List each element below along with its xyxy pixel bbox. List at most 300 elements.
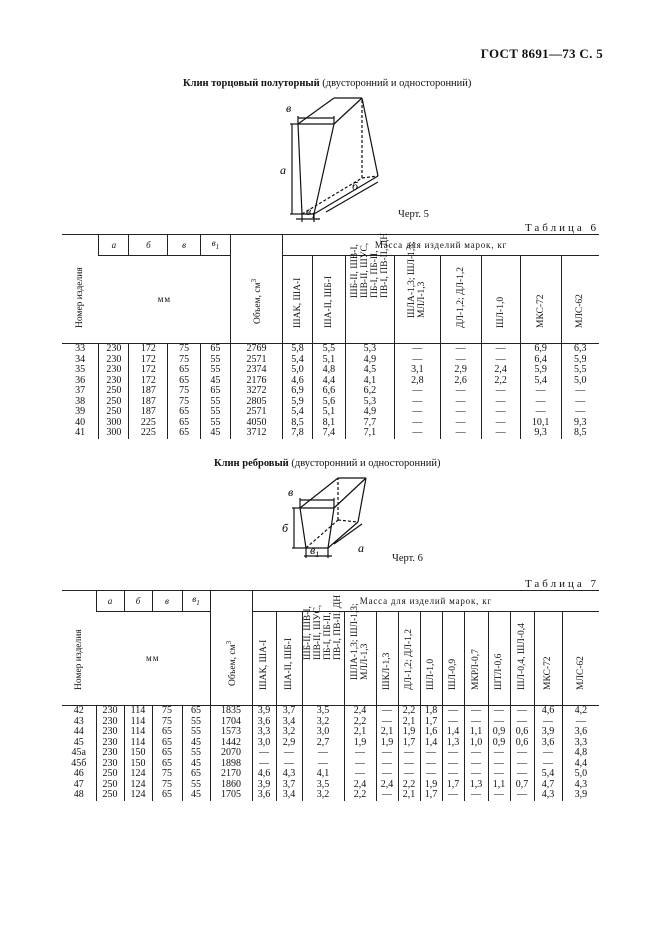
table-cell: —	[420, 759, 442, 770]
table-cell: —	[302, 759, 344, 770]
table-cell: —	[488, 769, 510, 780]
table-cell: 2,6	[440, 376, 481, 387]
table-cell: 1,7	[398, 738, 420, 749]
table-cell: —	[534, 759, 562, 770]
fig5-letter-v1: $в_1$	[306, 204, 316, 220]
table-cell: 3,6	[252, 717, 276, 728]
table-cell: 41	[75, 427, 86, 438]
table-cell: —	[510, 748, 534, 759]
table-cell: 45	[200, 428, 230, 439]
table6-brand-col: ША-II, ШБ-I	[313, 255, 345, 343]
table6-header-v: в	[168, 235, 200, 255]
table-cell: 3,0	[302, 727, 344, 738]
table-cell: —	[440, 355, 481, 366]
table-row	[62, 769, 599, 780]
table-cell: 5,5	[313, 344, 345, 355]
table-cell: 187	[129, 386, 168, 397]
table7-header-mass: Масса для изделий марок, кг	[252, 591, 599, 611]
table7-label: Таблица 7	[524, 578, 599, 590]
section1-caption-rest: (двусторонний и односторонний)	[319, 78, 472, 89]
table-cell: —	[534, 717, 562, 728]
table-cell: 7,4	[313, 428, 345, 439]
table-cell: 55	[182, 717, 210, 728]
fig6-letter-a: а	[358, 541, 364, 555]
table7-brand-col: ШКЛ-1,3	[376, 611, 398, 705]
table-cell: —	[376, 790, 398, 801]
table-cell: 1,9	[376, 738, 398, 749]
table-cell: 45	[182, 738, 210, 749]
table-cell: —	[481, 397, 520, 408]
table-cell: —	[302, 748, 344, 759]
table-cell: 10,1	[520, 418, 561, 429]
table-cell: 75	[152, 780, 182, 791]
table-cell: 4,6	[534, 706, 562, 717]
table-cell: —	[520, 397, 561, 408]
table-cell: —	[395, 344, 440, 355]
table-cell: 55	[182, 748, 210, 759]
table-cell: 4,9	[345, 355, 395, 366]
table-cell: 65	[168, 407, 200, 418]
table-cell: —	[561, 407, 599, 418]
table7-brand-col: ША-II, ШБ-I	[276, 611, 302, 705]
table-cell: —	[440, 407, 481, 418]
table-cell: 45	[182, 790, 210, 801]
table7-header-units: мм	[96, 611, 210, 705]
table-cell: 2769	[231, 344, 283, 355]
table-cell: 34	[75, 353, 86, 365]
table-cell: 230	[96, 759, 124, 770]
table-cell: 150	[124, 759, 152, 770]
table-cell: 3,9	[252, 706, 276, 717]
table-cell: —	[488, 717, 510, 728]
table-cell: 4,4	[562, 759, 599, 770]
table-cell: 230	[96, 748, 124, 759]
table-cell: —	[376, 748, 398, 759]
table-cell: 1442	[210, 738, 252, 749]
table7-brand-col: ШЛ-0,4, ШЛ-0,4	[510, 611, 534, 705]
table-cell: —	[344, 769, 376, 780]
table-cell: 187	[129, 407, 168, 418]
table-cell: —	[376, 706, 398, 717]
table-cell: 150	[124, 748, 152, 759]
table7-header-v: в	[152, 591, 182, 611]
table-cell: —	[395, 407, 440, 418]
table6-brand-col: ШБ-II, ШВ-I, ШВ-II, ШУС, ПБ-I, ПБ-II, ПВ-I, ПВ-II, ДН	[345, 255, 395, 343]
table6-brand-col: ШАК, ША-I	[282, 255, 312, 343]
table-cell: 1,4	[420, 738, 442, 749]
table-cell: 4,6	[252, 769, 276, 780]
table-cell: 2,2	[398, 706, 420, 717]
table-cell: 5,3	[345, 344, 395, 355]
table6-label: Таблица 6	[524, 222, 599, 234]
table-row	[62, 344, 599, 355]
table-cell: —	[442, 748, 464, 759]
table-cell: 300	[99, 418, 129, 429]
table-cell: 65	[152, 790, 182, 801]
table-cell: —	[481, 344, 520, 355]
table7-brand-col: ШАК, ША-I	[252, 611, 276, 705]
table-cell: 1,3	[464, 780, 488, 791]
table-cell: 65	[200, 386, 230, 397]
table6-header-a: а	[99, 235, 129, 255]
table6-brand-col: ШЛА-1,3; ШЛ-1,3; МЛЛ-1,3	[395, 255, 440, 343]
table-cell: —	[464, 748, 488, 759]
table-cell: 65	[168, 365, 200, 376]
table-cell: —	[252, 748, 276, 759]
table6-header-volume: Объем, $см^3$	[231, 235, 283, 344]
table-cell: 75	[168, 386, 200, 397]
table-cell: 3,2	[276, 727, 302, 738]
table-cell: 45	[182, 759, 210, 770]
table-cell: 3,3	[562, 738, 599, 749]
table7-brand-col: ШЛ-0,9	[442, 611, 464, 705]
table6-brand-col: МКС-72	[520, 255, 561, 343]
table-cell: 75	[152, 769, 182, 780]
table-cell: —	[488, 748, 510, 759]
table-cell: 45а	[71, 747, 86, 758]
table-cell: 300	[99, 428, 129, 439]
table-cell: —	[376, 769, 398, 780]
table-cell: 8,1	[313, 418, 345, 429]
table-cell: —	[442, 769, 464, 780]
table-cell: 2,1	[376, 727, 398, 738]
section2-caption-bold: Клин ребровый	[214, 458, 289, 469]
table-cell: 0,7	[510, 780, 534, 791]
fig5-letter-b: б	[352, 179, 359, 193]
table-cell: 5,9	[561, 355, 599, 366]
table-cell: —	[481, 355, 520, 366]
table-cell: —	[440, 397, 481, 408]
table-cell: 2,1	[398, 790, 420, 801]
table-cell: 75	[152, 706, 182, 717]
table6-brand-col: ДЛ-1,2; ДЛ-1,2	[440, 255, 481, 343]
table-cell: 2571	[231, 355, 283, 366]
table-cell: 230	[96, 706, 124, 717]
table-cell: 65	[182, 706, 210, 717]
fig5-letter-v: в	[286, 101, 292, 115]
table-cell: 65	[200, 344, 230, 355]
figure-5-label: Черт. 5	[398, 209, 429, 220]
table-cell: —	[464, 706, 488, 717]
table-cell: 2,4	[344, 780, 376, 791]
table-cell: —	[488, 706, 510, 717]
table-cell: 1573	[210, 727, 252, 738]
page-header: ГОСТ 8691—73 С. 5	[480, 46, 603, 61]
table-cell: 187	[129, 397, 168, 408]
table-cell: —	[376, 759, 398, 770]
table-cell: 3,2	[302, 790, 344, 801]
table-cell: —	[442, 790, 464, 801]
table-cell: 0,9	[488, 727, 510, 738]
table-cell: 47	[73, 778, 84, 790]
table-cell: 65	[152, 727, 182, 738]
table-cell: —	[442, 706, 464, 717]
table-cell: 4,3	[534, 790, 562, 801]
table-cell: 3,7	[276, 780, 302, 791]
table-cell: 6,2	[345, 386, 395, 397]
table-cell: 8,5	[561, 428, 599, 439]
table-cell: 5,4	[534, 769, 562, 780]
table-cell: —	[510, 769, 534, 780]
table-cell: 114	[124, 706, 152, 717]
table-cell: —	[520, 407, 561, 418]
table-cell: 37	[75, 385, 86, 396]
table-cell: 1,8	[420, 706, 442, 717]
table-cell: 3,5	[302, 780, 344, 791]
table-cell: 9,3	[520, 428, 561, 439]
table7-body	[62, 706, 599, 801]
table-cell: 1,9	[420, 780, 442, 791]
table-cell: 1,1	[488, 780, 510, 791]
table-cell: 7,7	[345, 418, 395, 429]
table-cell: 1,7	[442, 780, 464, 791]
table-cell: —	[442, 759, 464, 770]
table-cell: —	[520, 386, 561, 397]
table-cell: 1,1	[464, 727, 488, 738]
table-cell: 5,4	[282, 355, 312, 366]
table-cell: 5,4	[282, 407, 312, 418]
table-cell: 2,1	[344, 727, 376, 738]
table-7	[62, 591, 599, 801]
table7-header-a: а	[96, 591, 124, 611]
table-cell: 3,6	[252, 790, 276, 801]
table-cell: 65	[168, 428, 200, 439]
table-cell: 4,4	[313, 376, 345, 387]
table-cell: 3,5	[302, 706, 344, 717]
table-cell: 250	[96, 769, 124, 780]
table-cell: —	[510, 706, 534, 717]
table-cell: 5,6	[313, 397, 345, 408]
table-cell: 65	[168, 376, 200, 387]
table-cell: 1835	[210, 706, 252, 717]
table-cell: 7,8	[282, 428, 312, 439]
table-cell: 230	[99, 365, 129, 376]
table-cell: 0,6	[510, 738, 534, 749]
table-cell: 1,9	[398, 727, 420, 738]
table-cell: 6,9	[520, 344, 561, 355]
table-cell: 55	[200, 355, 230, 366]
table-6	[62, 232, 599, 439]
table7-brand-col: МКС-72	[534, 611, 562, 705]
table-cell: —	[510, 790, 534, 801]
section2-caption	[214, 458, 441, 469]
fig6-letter-b: б	[282, 521, 289, 535]
table-cell: 4,8	[562, 748, 599, 759]
table-cell: 7,1	[345, 428, 395, 439]
table-cell: 6,4	[520, 355, 561, 366]
table-cell: —	[398, 748, 420, 759]
table-cell: 3,4	[276, 790, 302, 801]
table-cell: 1,9	[344, 738, 376, 749]
table-cell: —	[398, 769, 420, 780]
table-cell: 4,8	[313, 365, 345, 376]
table-cell: 172	[129, 365, 168, 376]
table-cell: 1,6	[420, 727, 442, 738]
table7-brand-col: МЛС-62	[562, 611, 599, 705]
table-cell: 65	[152, 748, 182, 759]
table-cell: 2,9	[440, 365, 481, 376]
section1-caption	[183, 78, 471, 89]
table-cell: 55	[200, 365, 230, 376]
table-cell: 114	[124, 727, 152, 738]
table-cell: 55	[200, 407, 230, 418]
fig6-letter-v1: $в_1$	[310, 543, 320, 559]
table-cell: —	[510, 759, 534, 770]
table-cell: 55	[182, 727, 210, 738]
table-row	[62, 790, 599, 801]
table-cell: 4,2	[562, 706, 599, 717]
table-cell: 172	[129, 355, 168, 366]
table-cell: 5,9	[282, 397, 312, 408]
table-cell: 230	[96, 727, 124, 738]
table-cell: 2374	[231, 365, 283, 376]
table-cell: 2,2	[398, 780, 420, 791]
table-cell: 4,1	[302, 769, 344, 780]
table-cell: 2170	[210, 769, 252, 780]
table-cell: —	[440, 418, 481, 429]
table-cell: 5,4	[520, 376, 561, 387]
table-cell: —	[398, 759, 420, 770]
table-cell: —	[440, 386, 481, 397]
table6-header-row-no: Номер изделия	[62, 235, 99, 344]
table-cell: 1,3	[442, 738, 464, 749]
table-cell: 75	[168, 344, 200, 355]
table-cell: 55	[182, 780, 210, 791]
table-cell: 3,7	[276, 706, 302, 717]
table-row	[62, 727, 599, 738]
table6-header-b: б	[129, 235, 168, 255]
table-cell: —	[561, 386, 599, 397]
table-cell: 65	[152, 759, 182, 770]
table-cell: —	[464, 790, 488, 801]
table-cell: 33	[75, 343, 86, 354]
table-cell: 3,6	[534, 738, 562, 749]
table-cell: —	[481, 418, 520, 429]
table-cell: 3272	[231, 386, 283, 397]
table-cell: —	[464, 759, 488, 770]
table-cell: 5,0	[561, 376, 599, 387]
table-cell: —	[510, 717, 534, 728]
table-cell: 3,9	[534, 727, 562, 738]
table-cell: 45б	[71, 757, 87, 769]
figure-6-label: Черт. 6	[392, 553, 423, 564]
table-cell: 3,2	[302, 717, 344, 728]
table-cell: 4,3	[562, 780, 599, 791]
table-cell: 65	[182, 769, 210, 780]
table-cell: 4,9	[345, 407, 395, 418]
table7-brand-col: ШТЛ-0,6	[488, 611, 510, 705]
table-cell: 1898	[210, 759, 252, 770]
table-cell: 2,4	[344, 706, 376, 717]
table-cell: —	[395, 418, 440, 429]
table-cell: —	[252, 759, 276, 770]
table-cell: 6,6	[313, 386, 345, 397]
table-cell: —	[395, 386, 440, 397]
table-cell: —	[464, 769, 488, 780]
table-cell: 75	[152, 717, 182, 728]
table-cell: 230	[99, 376, 129, 387]
table-cell: —	[395, 355, 440, 366]
fig5-letter-a: а	[280, 163, 286, 177]
table-cell: 250	[96, 780, 124, 791]
table-cell: 5,0	[562, 769, 599, 780]
table-cell: 40	[75, 416, 86, 428]
table-cell: 230	[96, 717, 124, 728]
table-cell: 2571	[231, 407, 283, 418]
table-cell: 2,8	[395, 376, 440, 387]
table-row	[62, 706, 599, 717]
table-cell: 0,6	[510, 727, 534, 738]
table-cell: 250	[99, 386, 129, 397]
table-cell: 230	[96, 738, 124, 749]
table-cell: —	[440, 428, 481, 439]
table7-brand-col: МКРЛ-0,7	[464, 611, 488, 705]
table-cell: 5,3	[345, 397, 395, 408]
table-cell: 3,0	[252, 738, 276, 749]
table-cell: 6,3	[561, 344, 599, 355]
table-cell: 75	[168, 355, 200, 366]
table-cell: 124	[124, 780, 152, 791]
table6-brand-col: ШЛ-1,0	[481, 255, 520, 343]
section1-caption-bold: Клин торцовый полуторный	[183, 78, 320, 89]
table-cell: 35	[75, 364, 86, 375]
table-row	[62, 365, 599, 376]
table-cell: 44	[73, 726, 84, 737]
table-cell: —	[376, 717, 398, 728]
table-cell: 250	[96, 790, 124, 801]
table-cell: —	[420, 769, 442, 780]
table-cell: —	[562, 717, 599, 728]
table-cell: 225	[129, 418, 168, 429]
table7-brand-col: ШБ-II, ШВ-I, ШВ-II, ШУС, ПБ-I, ПБ-II, ПВ-I, ПВ-II, ДН	[302, 611, 344, 705]
table-cell: —	[534, 748, 562, 759]
table-cell: 124	[124, 769, 152, 780]
table-cell: 114	[124, 717, 152, 728]
table-cell: 5,5	[561, 365, 599, 376]
table-cell: —	[420, 748, 442, 759]
table-cell: 3,9	[252, 780, 276, 791]
table-cell: —	[442, 717, 464, 728]
table-cell: 45	[73, 736, 84, 748]
table7-header-b: б	[124, 591, 152, 611]
table-cell: 124	[124, 790, 152, 801]
table-cell: —	[440, 344, 481, 355]
table-cell: 1860	[210, 780, 252, 791]
table6-body	[62, 344, 599, 439]
table-cell: 5,1	[313, 355, 345, 366]
table-cell: 2,2	[344, 717, 376, 728]
table7-brand-col: ШЛА-1,3; ШЛ-1,3; МЛЛ-1,3	[344, 611, 376, 705]
table6-header-units: мм	[99, 255, 231, 343]
table-cell: 1,0	[464, 738, 488, 749]
table-cell: 2,7	[302, 738, 344, 749]
table-cell: 55	[200, 418, 230, 429]
table-cell: 5,8	[282, 344, 312, 355]
table-cell: 39	[75, 406, 86, 417]
table-cell: 45	[200, 376, 230, 387]
table-cell: 2,2	[344, 790, 376, 801]
table-cell: 38	[75, 395, 86, 407]
table-row	[62, 407, 599, 418]
table7-brand-col: ДЛ-1,2; ДЛ-1,2	[398, 611, 420, 705]
table-cell: —	[561, 397, 599, 408]
table-cell: 8,5	[282, 418, 312, 429]
table-cell: 46	[73, 768, 84, 779]
table-cell: 250	[99, 397, 129, 408]
table-cell: 5,0	[282, 365, 312, 376]
table-cell: —	[395, 428, 440, 439]
table6-header-v1: $в_1$	[200, 235, 230, 255]
